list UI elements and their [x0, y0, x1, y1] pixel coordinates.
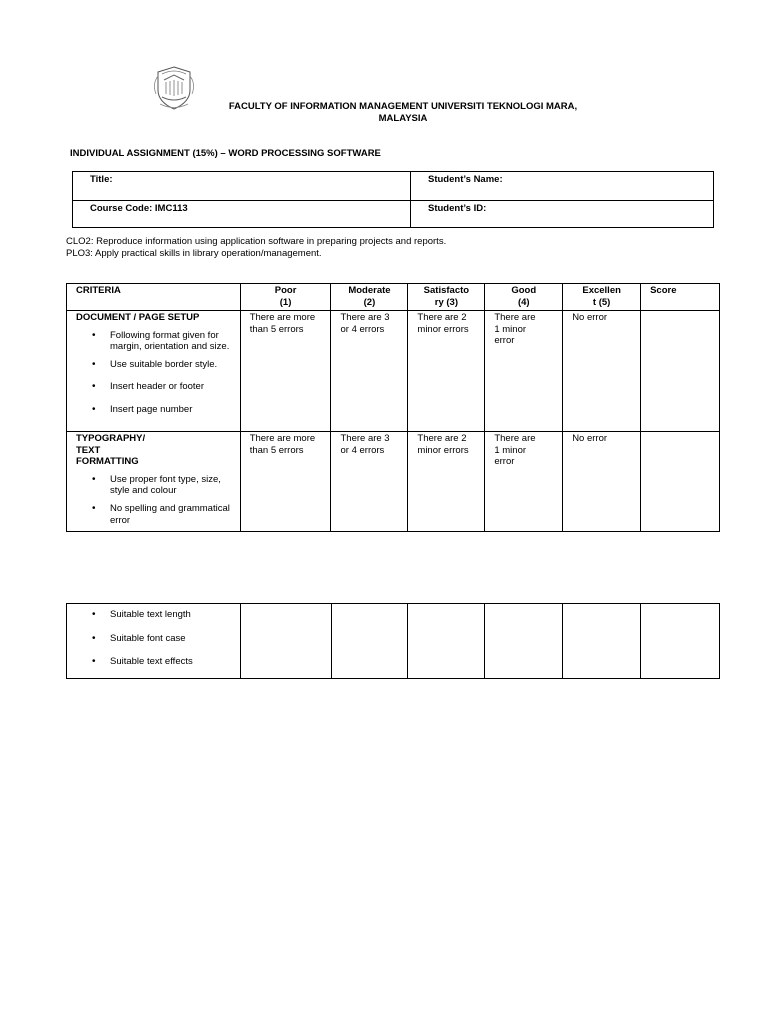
list-item: • Following format given for margin, orientation and size.	[92, 330, 231, 353]
score-cell	[641, 604, 720, 679]
criteria-cell	[67, 432, 241, 532]
excellent-cell	[563, 604, 641, 679]
criteria-bullet-list	[76, 474, 231, 526]
satisfactory-cell	[408, 604, 485, 679]
moderate-header: Moderate (2)	[331, 284, 408, 311]
moderate-cell: There are 3 or 4 errors	[331, 432, 408, 532]
criteria-title: DOCUMENT / PAGE SETUP	[76, 312, 200, 324]
course-code-field: Course Code: IMC113	[73, 201, 411, 228]
assignment-title: INDIVIDUAL ASSIGNMENT (15%) – WORD PROCESSING SOFTWARE	[70, 148, 381, 159]
score-cell	[641, 432, 720, 532]
faculty-line-1: FACULTY OF INFORMATION MANAGEMENT UNIVERSITI TEKNOLOGI MARA,	[228, 101, 578, 112]
list-item: • Use proper font type, size, style and colour	[92, 474, 231, 497]
criteria-cell	[67, 604, 241, 679]
excellent-cell: No error	[563, 311, 641, 432]
excellent-cell: No error	[563, 432, 641, 532]
university-crest-icon	[150, 64, 198, 112]
title-field: Title:	[73, 172, 411, 201]
excellent-header: Excellen t (5)	[563, 284, 641, 311]
student-name-field: Student’s Name:	[411, 172, 714, 201]
list-item: • No spelling and grammatical error	[92, 503, 231, 526]
list-item: • Insert page number	[92, 404, 231, 416]
list-item: • Insert header or footer	[92, 381, 231, 393]
clo2-text: CLO2: Reproduce information using application software in preparing projects and reports.	[66, 236, 447, 247]
good-cell: There are 1 minor error	[485, 311, 563, 432]
rubric-header-row	[67, 284, 720, 311]
satisfactory-header: Satisfacto ry (3)	[408, 284, 485, 311]
plo3-text: PLO3: Apply practical skills in library operation/management.	[66, 248, 322, 259]
good-header: Good (4)	[485, 284, 563, 311]
poor-cell	[240, 604, 331, 679]
score-cell	[641, 311, 720, 432]
list-item: • Suitable font case	[92, 633, 231, 645]
criteria-title: TYPOGRAPHY/ TEXT FORMATTING	[76, 433, 146, 468]
rubric-table	[66, 283, 720, 532]
score-header: Score	[641, 284, 720, 311]
list-item: • Suitable text length	[92, 609, 231, 621]
rubric-row-typography	[67, 432, 720, 532]
criteria-cell	[67, 311, 241, 432]
moderate-cell	[331, 604, 408, 679]
rubric-table-continued	[66, 603, 720, 679]
good-cell: There are 1 minor error	[485, 432, 563, 532]
poor-cell: There are more than 5 errors	[240, 432, 331, 532]
faculty-header	[200, 101, 606, 125]
student-info-table	[72, 171, 714, 228]
rubric-row-page-setup	[67, 311, 720, 432]
criteria-header: CRITERIA	[67, 284, 241, 311]
learning-outcomes	[66, 236, 446, 260]
moderate-cell: There are 3 or 4 errors	[331, 311, 408, 432]
poor-header: Poor (1)	[240, 284, 331, 311]
satisfactory-cell: There are 2 minor errors	[408, 432, 485, 532]
list-item: • Suitable text effects	[92, 656, 231, 668]
criteria-bullet-list	[76, 609, 231, 668]
rubric-row-continued	[67, 604, 720, 679]
satisfactory-cell: There are 2 minor errors	[408, 311, 485, 432]
student-id-field: Student’s ID:	[411, 201, 714, 228]
poor-cell: There are more than 5 errors	[240, 311, 331, 432]
faculty-line-2: MALAYSIA	[378, 113, 428, 124]
good-cell	[485, 604, 563, 679]
list-item: • Use suitable border style.	[92, 359, 231, 371]
criteria-bullet-list	[76, 330, 231, 416]
